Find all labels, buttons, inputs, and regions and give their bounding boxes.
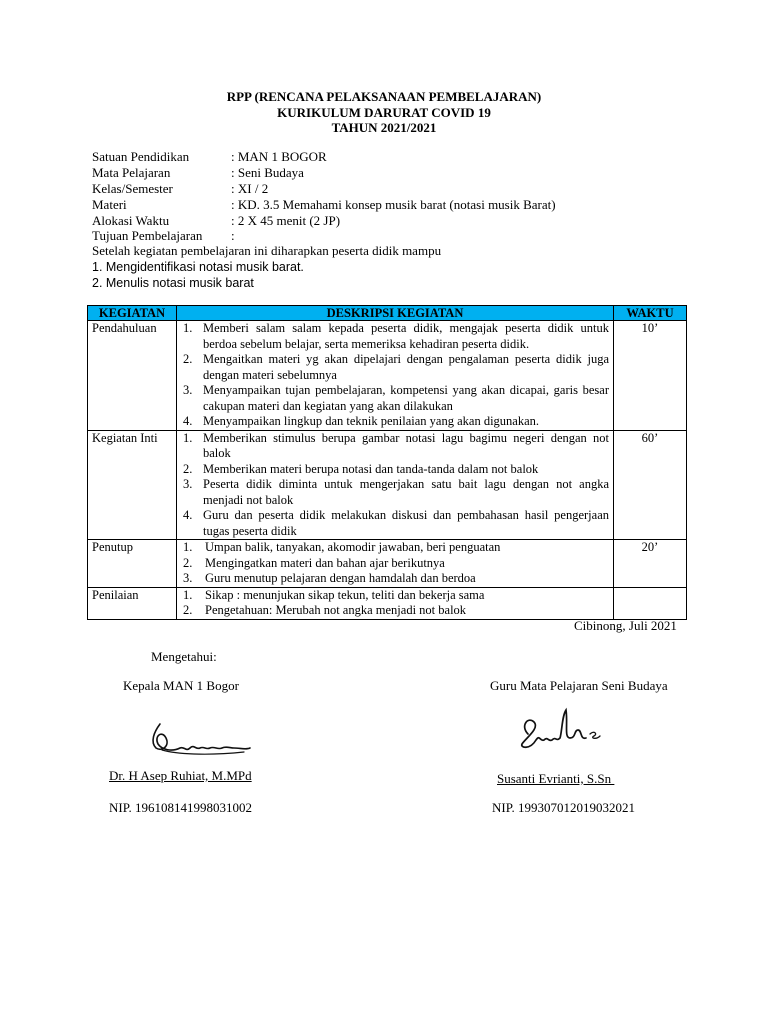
info-value: : xyxy=(231,228,235,243)
deskripsi-cell xyxy=(177,430,614,540)
info-label: Mata Pelajaran xyxy=(92,165,171,180)
doc-title: RPP (RENCANA PELAKSANAAN PEMBELAJARAN) xyxy=(226,89,542,104)
list-item: 4. Menyampaikan lingkup dan teknik penilaian yang akan digunakan. xyxy=(183,414,540,428)
kegiatan-cell: Pendahuluan xyxy=(88,321,177,431)
info-row xyxy=(92,165,304,181)
info-label: Kelas/Semester xyxy=(92,181,173,196)
activity-list xyxy=(181,540,609,587)
waktu-cell xyxy=(614,587,687,619)
objective-item: 2. Menulis notasi musik barat xyxy=(92,276,254,290)
left-signer-name: Dr. H Asep Ruhiat, M.MPd xyxy=(109,768,252,783)
info-row xyxy=(92,228,235,244)
doc-year: TAHUN 2021/2021 xyxy=(331,120,437,135)
left-signer-nip: NIP. 196108141998031002 xyxy=(109,800,253,815)
list-item: 2. Pengetahuan: Merubah not angka menjadi not balok xyxy=(183,603,467,617)
objectives-intro: Setelah kegiatan pembelajaran ini diharapkan peserta didik mampu xyxy=(92,243,442,258)
info-row xyxy=(92,149,327,165)
info-value: : XI / 2 xyxy=(231,181,269,196)
table-row xyxy=(88,587,687,619)
table-row xyxy=(88,540,687,588)
info-label: Alokasi Waktu xyxy=(92,213,170,228)
waktu-cell: 60’ xyxy=(614,430,687,540)
right-signer-nip: NIP. 199307012019032021 xyxy=(492,800,636,815)
list-item: 3. Guru menutup pelajaran dengan hamdalah dan berdoa xyxy=(183,571,476,585)
info-value: : Seni Budaya xyxy=(231,165,304,180)
waktu-cell: 10’ xyxy=(614,321,687,431)
list-item: 3. Menyampaikan tujan pembelajaran, kompetensi yang akan dicapai, garis besar cakupan materi dan kegiatan yang akan dilakukan xyxy=(183,383,609,413)
info-value: : 2 X 45 menit (2 JP) xyxy=(231,213,341,228)
activity-list xyxy=(181,588,609,619)
deskripsi-cell xyxy=(177,540,614,588)
list-item: 1. Memberi salam salam kepada peserta didik, mengajak peserta didik untuk berdoa sebelum belajar, serta memeriksa kehadiran peserta didik. xyxy=(183,321,609,351)
header-deskripsi: DESKRIPSI KEGIATAN xyxy=(177,306,614,321)
place-date: Cibinong, Juli 2021 xyxy=(574,618,677,633)
table-row xyxy=(88,430,687,540)
kegiatan-cell: Penilaian xyxy=(88,587,177,619)
list-item: 1. Memberikan stimulus berupa gambar notasi lagu bagimu negeri dengan not balok xyxy=(183,430,609,460)
list-item: 2. Memberikan materi berupa notasi dan tanda-tanda dalam not balok xyxy=(183,461,539,476)
info-label: Satuan Pendidikan xyxy=(92,149,190,164)
info-value: : KD. 3.5 Memahami konsep musik barat (notasi musik Barat) xyxy=(231,197,556,212)
list-item: 1. Sikap : menunjukan sikap tekun, teliti dan bekerja sama xyxy=(183,587,485,602)
info-label: Tujuan Pembelajaran xyxy=(92,228,203,243)
kegiatan-cell: Penutup xyxy=(88,540,177,588)
list-item: 2. Mengaitkan materi yg akan dipelajari dengan pengalaman peserta didik juga dengan materi sebelumnya xyxy=(183,352,609,382)
table-row xyxy=(88,321,687,431)
list-item: 4. Guru dan peserta didik melakukan diskusi dan pembahasan hasil pengerjaan tugas peserta didik xyxy=(183,508,609,538)
info-value: : MAN 1 BOGOR xyxy=(231,149,327,164)
deskripsi-cell xyxy=(177,321,614,431)
table-header-row xyxy=(88,306,687,321)
right-signer-name: Susanti Evrianti, S.Sn xyxy=(497,771,615,786)
info-row xyxy=(92,181,268,197)
header-waktu: WAKTU xyxy=(614,306,687,321)
header-kegiatan: KEGIATAN xyxy=(88,306,177,321)
left-signature-image xyxy=(146,718,256,762)
kegiatan-cell: Kegiatan Inti xyxy=(88,430,177,540)
list-item: 2. Mengingatkan materi dan bahan ajar berikutnya xyxy=(183,555,445,570)
info-row xyxy=(92,213,340,229)
info-label: Materi xyxy=(92,197,127,212)
activity-list xyxy=(181,321,609,430)
mengetahui-label: Mengetahui: xyxy=(151,649,217,664)
activity-table xyxy=(87,305,687,620)
list-item: 3. Peserta didik diminta untuk mengerjakan satu bait lagu dengan not angka menjadi not balok xyxy=(183,477,609,507)
info-row xyxy=(92,197,556,213)
list-item: 1. Umpan balik, tanyakan, akomodir jawaban, beri penguatan xyxy=(183,540,501,554)
right-signature-image xyxy=(518,704,602,756)
waktu-cell: 20’ xyxy=(614,540,687,588)
doc-subtitle: KURIKULUM DARURAT COVID 19 xyxy=(277,105,491,120)
objective-item: 1. Mengidentifikasi notasi musik barat. xyxy=(92,260,304,274)
deskripsi-cell xyxy=(177,587,614,619)
right-signer-role: Guru Mata Pelajaran Seni Budaya xyxy=(490,678,668,693)
left-signer-role: Kepala MAN 1 Bogor xyxy=(123,678,239,693)
activity-list xyxy=(181,431,609,540)
